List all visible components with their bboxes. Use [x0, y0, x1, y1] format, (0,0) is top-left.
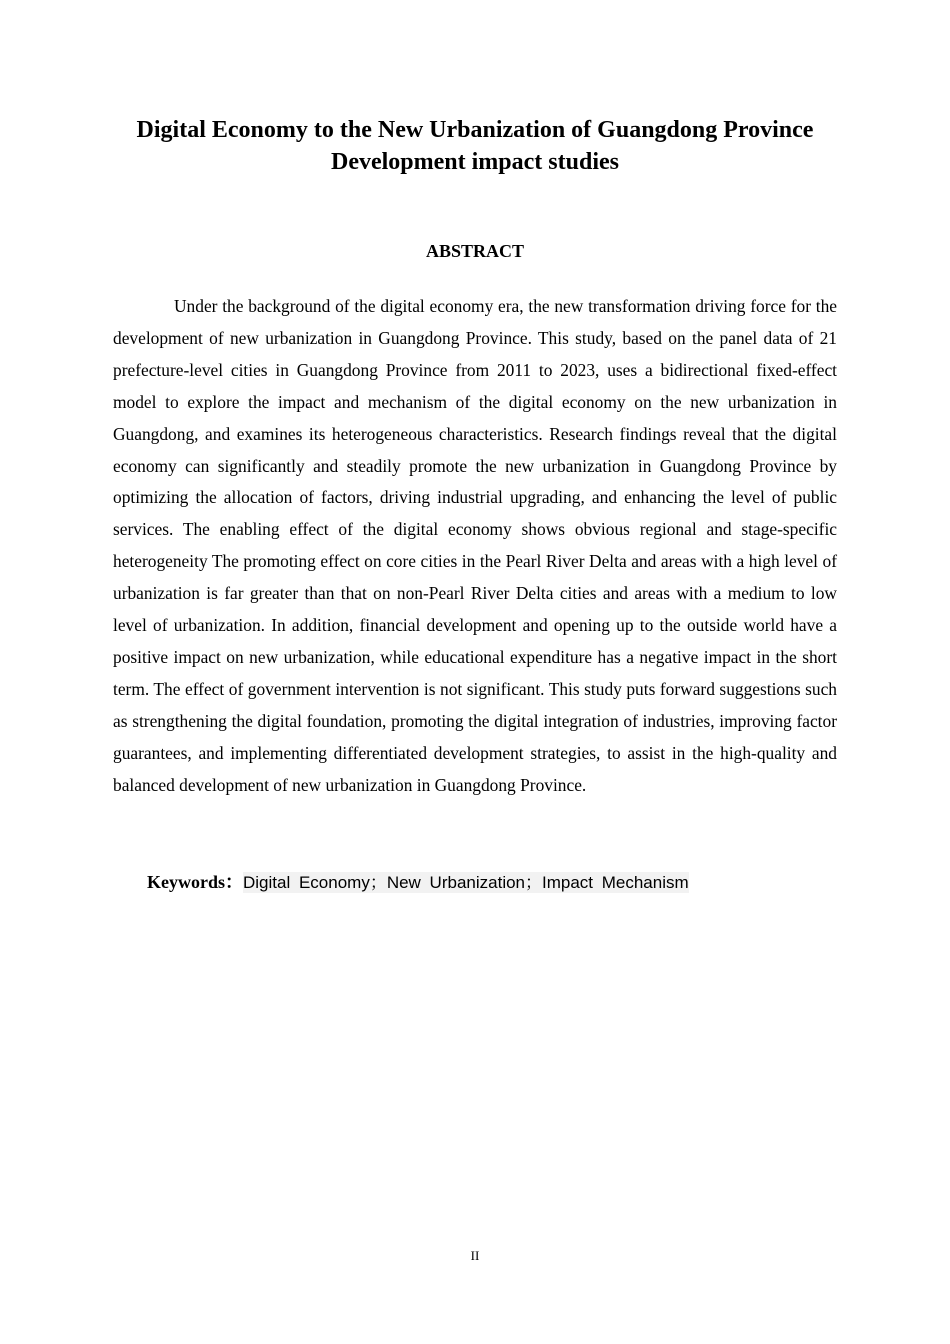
- paper-title: [100, 114, 850, 178]
- abstract-heading: ABSTRACT: [425, 241, 525, 261]
- keywords-line: [147, 869, 689, 896]
- abstract-body: Under the background of the digital economy era, the new transformation driving force for the development of new urbanization in Guangdong Province. This study, based on the panel data of 21 prefecture-level cities in Guangdong Province from 2011 to 2023, uses a bidirectional fixed-effect model to explore the impact and mechanism of the digital economy on the new urbanization in Guangdong, and examines its heterogeneous characteristics. Research findings reveal that the digital economy can significantly and steadily promote the new urbanization in Guangdong Province by optimizing the allocation of factors, driving industrial upgrading, and enhancing the level of public services. The enabling effect of the digital economy shows obvious regional and stage-specific heterogeneity The promoting effect on core cities in the Pearl River Delta and areas with a high level of urbanization is far greater than that on non-Pearl River Delta cities and areas with a medium to low level of urbanization. In addition, financial development and opening up to the outside world have a positive impact on new urbanization, while educational expenditure has a negative impact in the short term. The effect of government intervention is not significant. This study puts forward suggestions such as strengthening the digital foundation, promoting the digital integration of industries, improving factor guarantees, and implementing differentiated development strategies, to assist in the high-quality and balanced development of new urbanization in Guangdong Province.: [113, 296, 837, 795]
- page-number: II: [470, 1248, 480, 1263]
- keywords-list: Digital Economy；New Urbanization；Impact Mechanism: [243, 873, 689, 892]
- paper-title-line-1: Digital Economy to the New Urbanization of Guangdong Province: [136, 117, 814, 143]
- keywords-label: Keywords：: [147, 872, 243, 892]
- paper-title-line-2: Development impact studies: [331, 149, 619, 175]
